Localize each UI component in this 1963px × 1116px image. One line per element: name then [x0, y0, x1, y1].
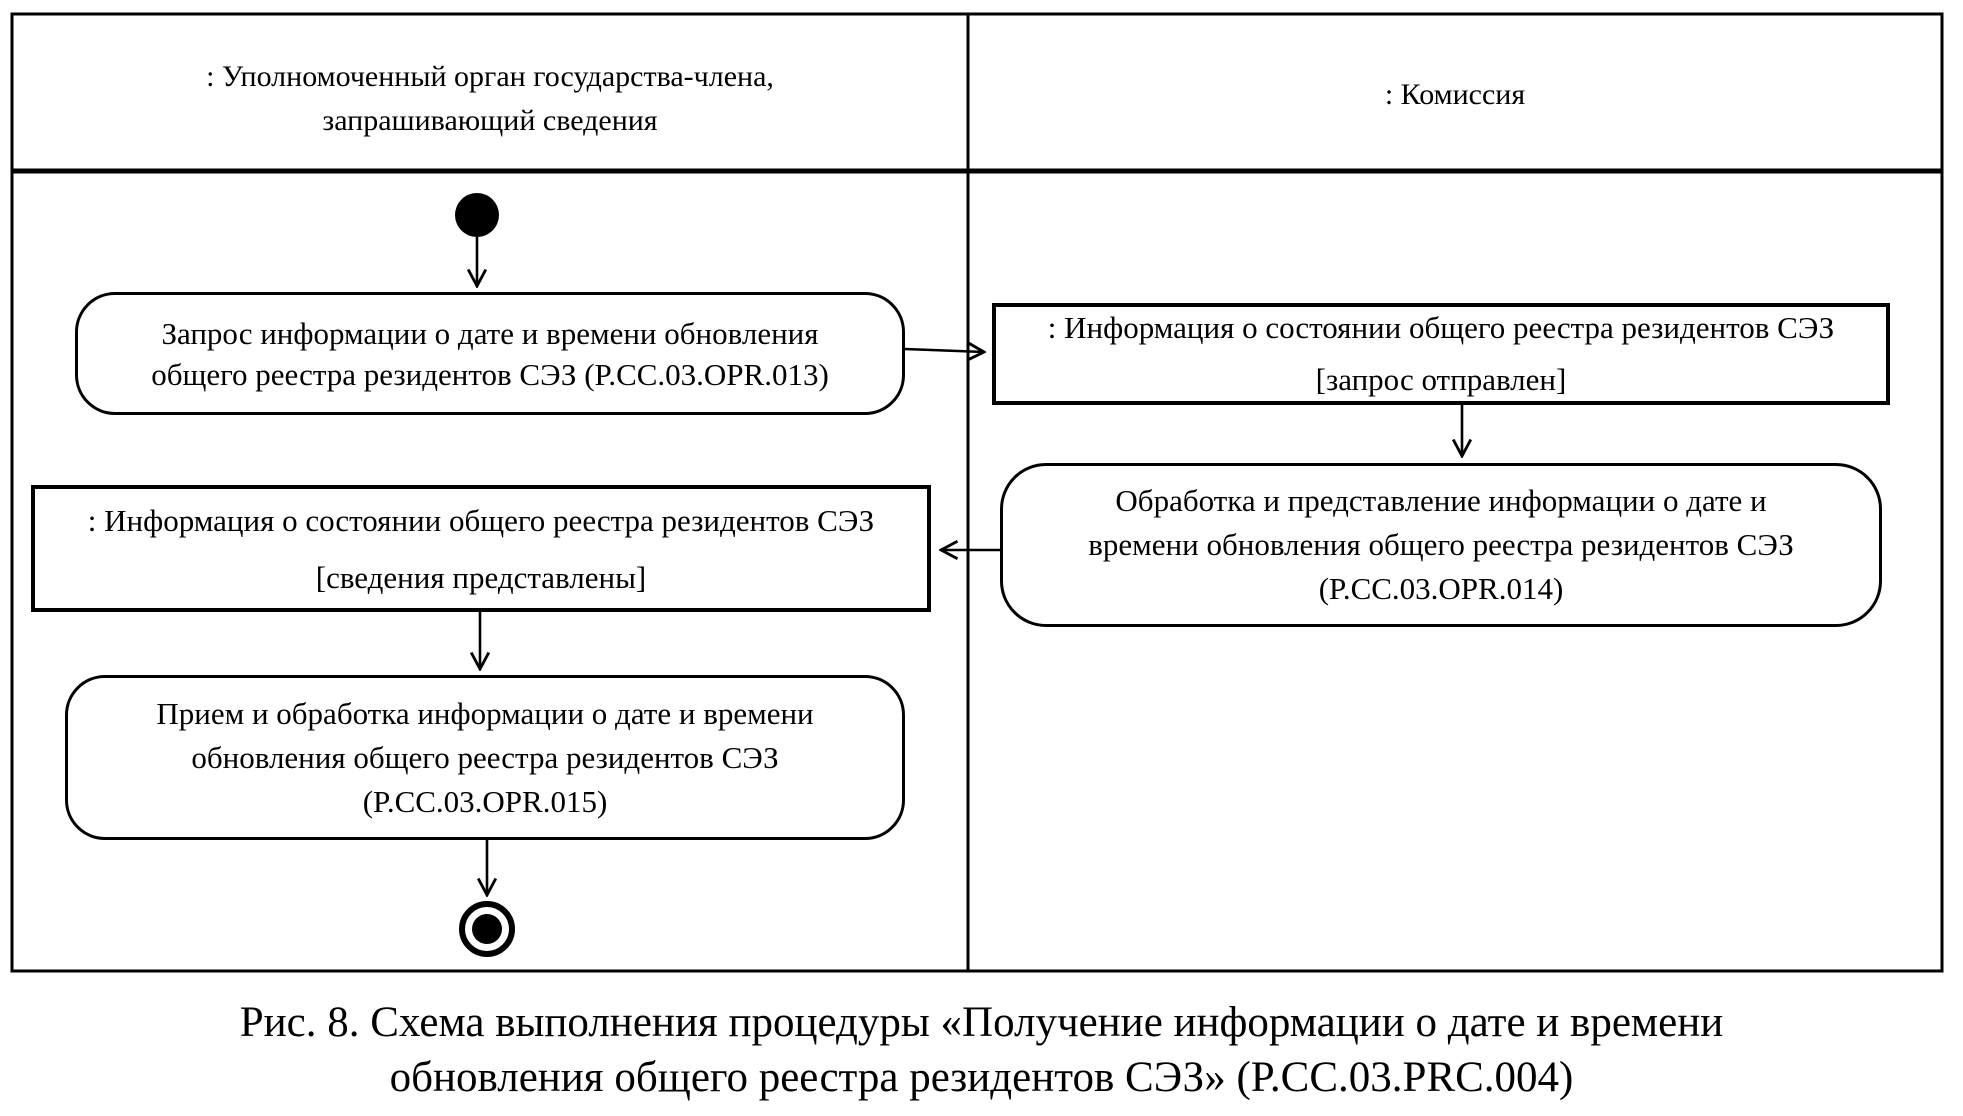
action-node-process-line3: (P.CC.03.OPR.014)	[1318, 571, 1564, 606]
action-node-request-info-line2: общего реестра резидентов СЭЗ (P.CC.03.OPR.013)	[151, 356, 829, 392]
figure-caption-line1: Рис. 8. Схема выполнения процедуры «Получение информации о дате и времени	[239, 999, 1724, 1046]
object-node-data-provided-line2: [сведения представлены]	[315, 559, 647, 595]
initial-node-icon	[455, 193, 499, 237]
action-node-request-info	[75, 292, 905, 415]
action-node-request-info-line1: Запрос информации о дате и времени обновления	[161, 315, 819, 351]
object-node-request-sent-line1: : Информация о состоянии общего реестра резидентов СЭЗ	[1047, 310, 1835, 345]
object-node-data-provided-line1: : Информация о состоянии общего реестра резидентов СЭЗ	[87, 502, 875, 538]
lane-header-authorized-body	[12, 55, 968, 143]
flow-arrow-request-to-object-sent	[905, 349, 984, 352]
object-node-registry-state-request-sent	[992, 303, 1890, 405]
action-node-process-line1: Обработка и представление информации о дате и	[1115, 483, 1767, 518]
action-node-process-line2: времени обновления общего реестра резидентов СЭЗ	[1088, 527, 1794, 562]
lane-header-commission-line1: : Комиссия	[1384, 78, 1526, 111]
lane-header-authorized-body-line1: : Уполномоченный орган государства-члена,	[206, 60, 774, 93]
action-node-receive-and-process-info	[65, 675, 905, 840]
action-node-process-and-provide-info	[1000, 463, 1882, 627]
object-node-request-sent-line2: [запрос отправлен]	[1315, 362, 1567, 397]
object-node-registry-state-data-provided	[31, 485, 931, 612]
final-node-inner-dot-icon	[472, 914, 502, 944]
action-node-receive-line2: обновления общего реестра резидентов СЭЗ	[191, 739, 779, 775]
figure-caption	[0, 995, 1963, 1105]
lane-header-authorized-body-line2: запрашивающий сведения	[322, 104, 658, 137]
figure-caption-line2: обновления общего реестра резидентов СЭЗ» (P.CC.03.PRC.004)	[389, 1054, 1574, 1101]
lane-header-commission	[968, 73, 1942, 117]
action-node-receive-line1: Прием и обработка информации о дате и времени	[156, 695, 814, 731]
action-node-receive-line3: (P.CC.03.OPR.015)	[362, 783, 608, 819]
